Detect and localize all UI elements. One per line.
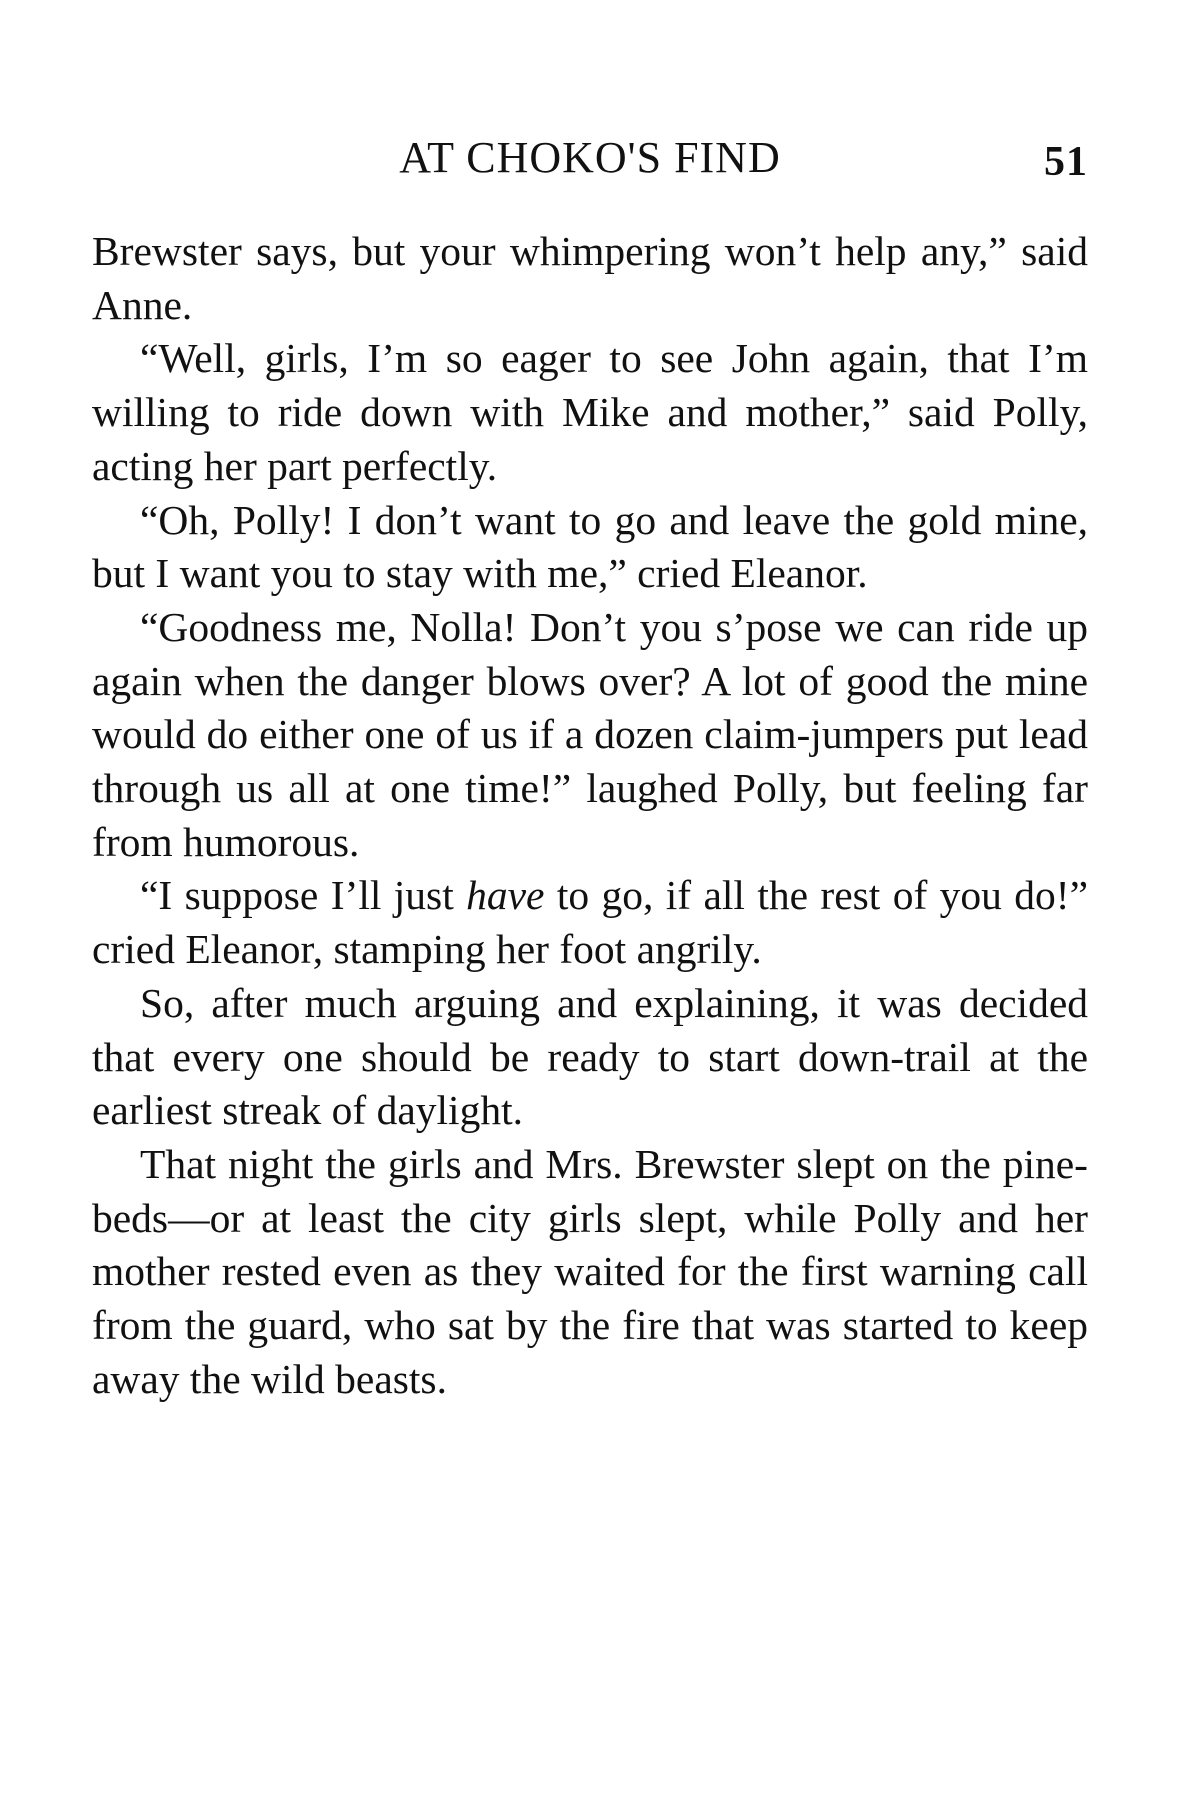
- paragraph-1: Brewster says, but your whimpering won’t help any,” said Anne.: [92, 228, 1088, 328]
- paragraph-2: “Well, girls, I’m so eager to see John again, that I’m willing to ride down with Mike and mother,” said Polly, acting her part perfectly.: [92, 335, 1088, 489]
- paragraph-4: “Goodness me, Nolla! Don’t you s’pose we can ride up again when the danger blows over? A lot of good the mine would do either one of us if a dozen claim-jumpers put lead through us all at one time!” laughed Polly, but feeling far from humorous.: [92, 603, 1088, 865]
- paragraph-5-after: to go, if all the rest of you do!” cried Eleanor, stamping her foot angrily.: [92, 872, 1088, 973]
- paragraph-3: “Oh, Polly! I don’t want to go and leave the gold mine, but I want you to stay with me,” cried Eleanor.: [92, 496, 1088, 597]
- paragraph-5-emphasis: have: [466, 872, 545, 919]
- body-text: [92, 225, 1088, 1406]
- paragraph-5: [92, 869, 1088, 976]
- paragraph-7: That night the girls and Mrs. Brewster slept on the pine-beds—or at least the city girls slept, while Polly and her mother rested even as they waited for the first warning call from the guard, who sat by the fire that was started to keep away the wild beasts.: [92, 1140, 1088, 1402]
- paragraph-5-before: “I suppose I’ll just: [140, 872, 467, 919]
- page-number: 51: [1044, 139, 1088, 185]
- chapter-title: AT CHOKO'S FIND: [399, 133, 781, 182]
- running-head: [92, 132, 1088, 192]
- paragraph-6: So, after much arguing and explaining, it was decided that every one should be ready to start down-trail at the earliest streak of daylight.: [92, 979, 1088, 1134]
